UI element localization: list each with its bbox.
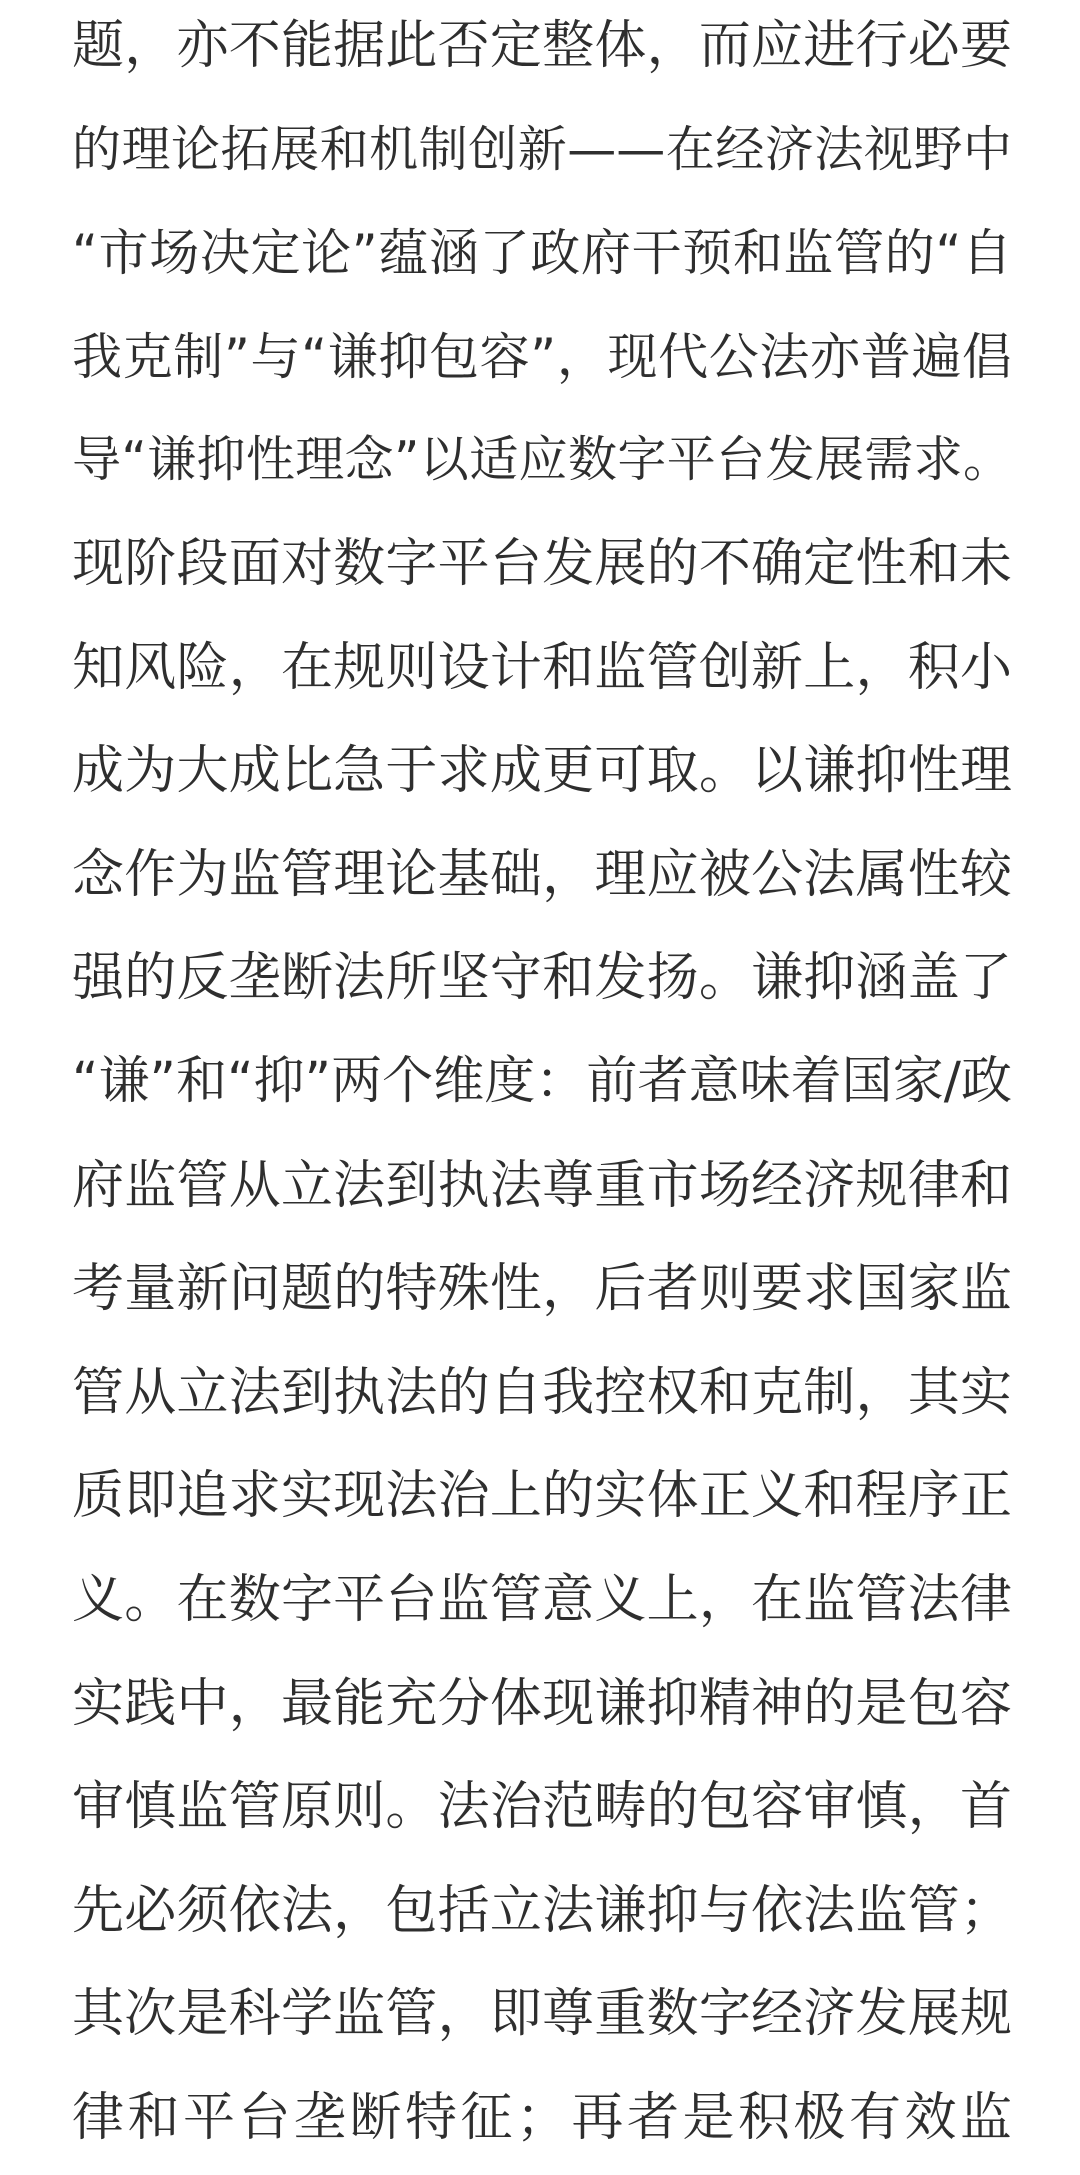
paragraph-line-12: 府监管从立法到执法尊重市场经济规律和 bbox=[72, 1155, 1012, 1216]
paragraph-line-21: 律和平台垄断特征；再者是积极有效监 bbox=[72, 2087, 1012, 2148]
paragraph-line-6: 现阶段面对数字平台发展的不确定性和未 bbox=[72, 533, 1012, 594]
paragraph-line-14: 管从立法到执法的自我控权和克制，其实 bbox=[72, 1362, 1012, 1423]
paragraph-line-2: 的理论拓展和机制创新——在经济法视野中 bbox=[72, 120, 1012, 178]
paragraph-line-4: 我克制”与“谦抑包容”，现代公法亦普遍倡 bbox=[72, 327, 1012, 386]
paragraph-line-15: 质即追求实现法治上的实体正义和程序正 bbox=[72, 1466, 1012, 1527]
paragraph-line-7: 知风险，在规则设计和监管创新上，积小 bbox=[72, 637, 1012, 698]
paragraph-line-3: “市场决定论”蕴涵了政府干预和监管的“自 bbox=[72, 224, 1012, 283]
paragraph-line-20: 其次是科学监管，即尊重数字经济发展规 bbox=[72, 1984, 1012, 2045]
paragraph-line-11: “谦”和“抑”两个维度：前者意味着国家/政 bbox=[72, 1051, 1012, 1111]
article-body bbox=[72, 0, 1012, 2175]
paragraph-line-1: 题，亦不能据此否定整体，而应进行必要 bbox=[72, 16, 1012, 76]
paragraph-line-19: 先必须依法，包括立法谦抑与依法监管； bbox=[72, 1880, 1012, 1941]
paragraph-line-17: 实践中，最能充分体现谦抑精神的是包容 bbox=[72, 1673, 1012, 1734]
paragraph-line-5: 导“谦抑性理念”以适应数字平台发展需求。 bbox=[72, 431, 1012, 489]
paragraph-line-9: 念作为监管理论基础，理应被公法属性较 bbox=[72, 844, 1012, 905]
paragraph-line-16: 义。在数字平台监管意义上，在监管法律 bbox=[72, 1569, 1012, 1630]
paragraph-line-13: 考量新问题的特殊性，后者则要求国家监 bbox=[72, 1259, 1012, 1320]
paragraph-line-8: 成为大成比急于求成更可取。以谦抑性理 bbox=[72, 741, 1012, 802]
paragraph-line-10: 强的反垄断法所坚守和发扬。谦抑涵盖了 bbox=[72, 948, 1012, 1009]
paragraph-line-18: 审慎监管原则。法治范畴的包容审慎，首 bbox=[72, 1777, 1012, 1838]
